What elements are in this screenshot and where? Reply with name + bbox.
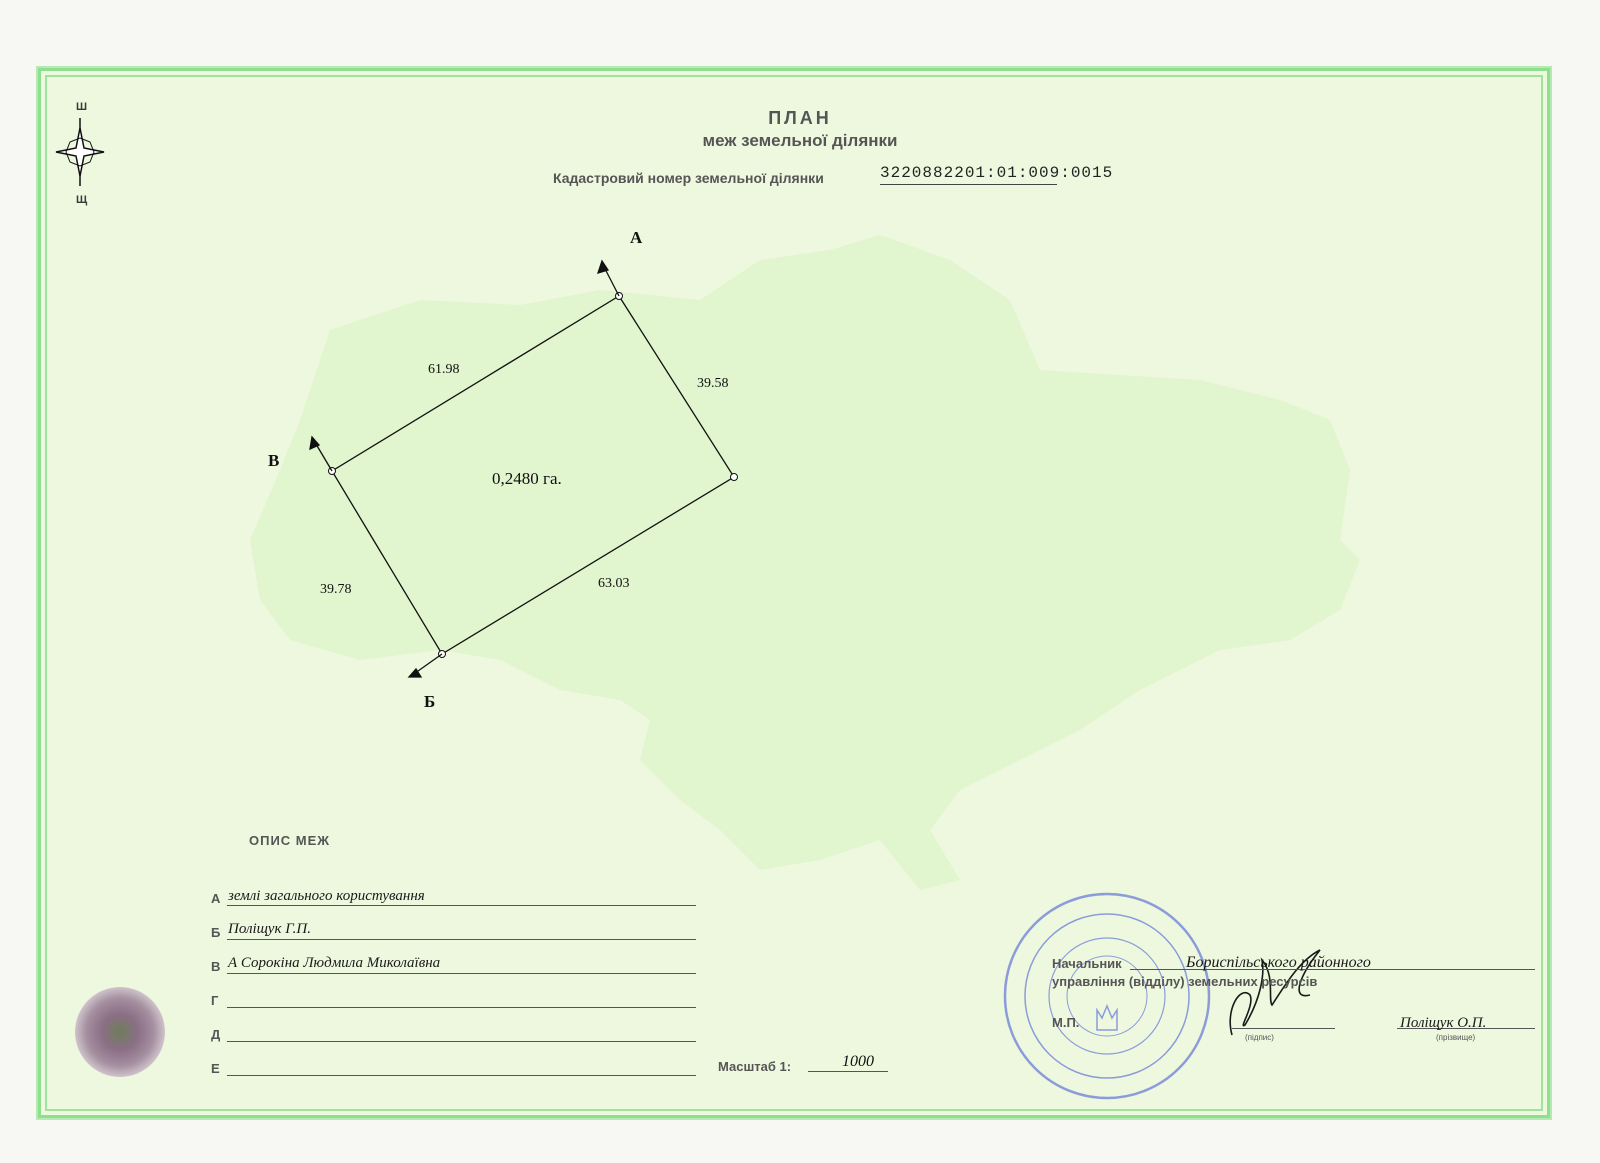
office-handwritten: Бориспільського районного [1186,954,1371,971]
cadastral-number: 3220882201:01:009:0015 [880,164,1057,185]
page-subtitle: меж земельної ділянки [702,131,898,150]
boundary-letter: Г [211,993,219,1008]
scale-label: Масштаб 1: [718,1059,792,1074]
compass-south-label: Щ [76,194,88,206]
hologram-seal [75,987,165,1077]
boundaries-title: ОПИС МЕЖ [249,833,331,848]
surname-handwritten: Поліщук О.П. [1400,1015,1487,1031]
boundary-letter: А [211,891,221,906]
boundary-text: А Сорокіна Людмила Миколаївна [228,955,441,971]
corner-label-b: Б [424,692,436,711]
ukraine-watermark [250,235,1360,890]
boundary-line [227,1055,696,1076]
plot-area: 0,2480 га. [492,469,562,488]
compass-north-label: Ш [76,101,88,113]
signature-caption: (підпис) [1245,1033,1274,1042]
corner-label-v: В [268,451,280,470]
side-length: 39.78 [320,582,352,597]
boundary-line [227,987,696,1008]
head-label: Начальник [1052,956,1122,971]
signature-line [1232,1012,1335,1029]
trident-icon [1097,1006,1117,1030]
boundary-text: Поліщук Г.П. [228,921,311,937]
mp-label: М.П. [1052,1015,1080,1030]
surname-caption: (прізвище) [1436,1033,1476,1042]
boundary-text: землі загального користування [228,888,425,904]
official-stamp [1005,894,1209,1098]
scale-value: 1000 [842,1053,874,1070]
cadastral-label: Кадастровий номер земельної ділянки [553,170,824,186]
boundary-line [227,1021,696,1042]
office-line2: управління (відділу) земельних ресурсів [1052,974,1318,989]
compass-rose-icon [56,118,104,186]
boundary-letter: Е [211,1061,220,1076]
boundary-letter: Б [211,925,221,940]
corner-label-a: А [630,228,643,247]
boundary-letter: Д [211,1027,221,1042]
boundary-letter: В [211,959,221,974]
page-title: ПЛАН [768,108,832,128]
side-length: 39.58 [697,376,729,391]
side-length: 61.98 [428,362,460,377]
side-length: 63.03 [598,576,630,591]
